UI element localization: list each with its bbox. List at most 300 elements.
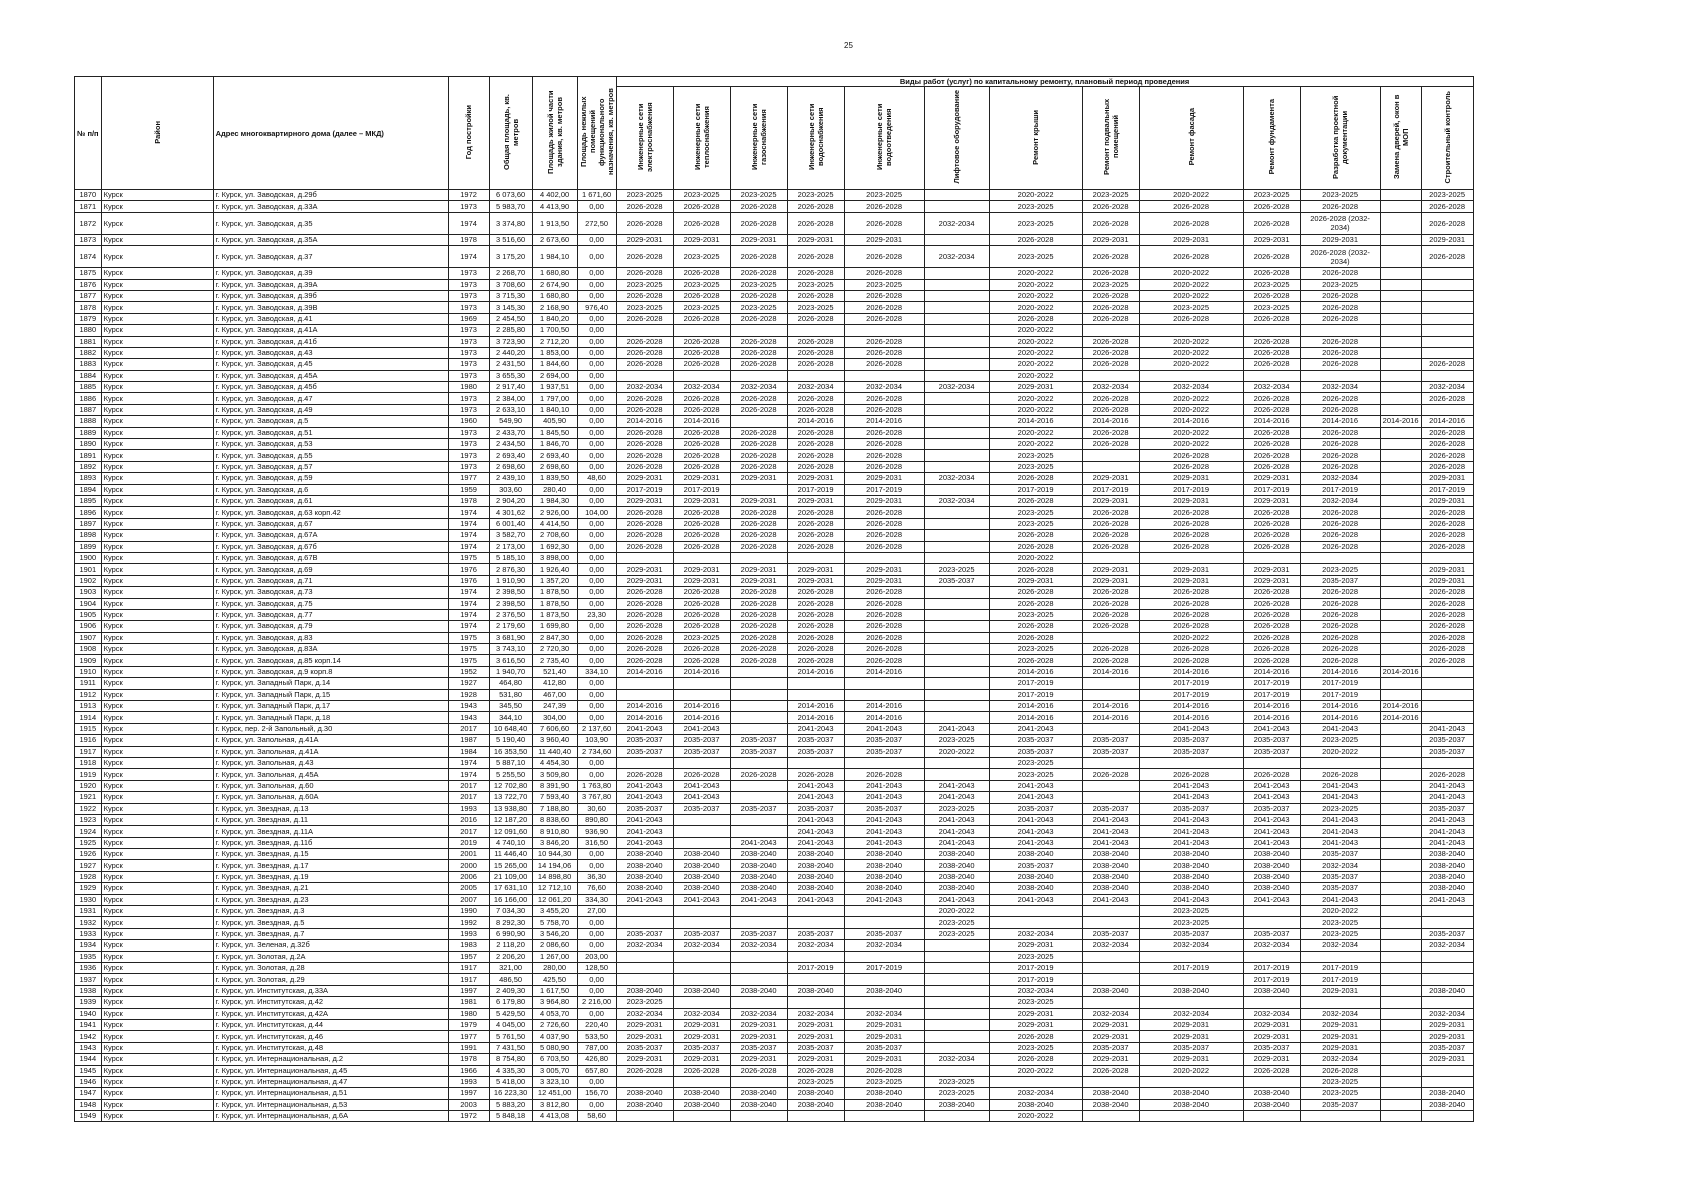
table-cell: 2026-2028 (1421, 655, 1473, 666)
table-cell: 533,50 (577, 1031, 616, 1042)
table-cell: 2020-2022 (989, 268, 1082, 279)
table-cell (924, 963, 989, 974)
table-cell (1380, 940, 1421, 951)
table-cell: 2026-2028 (844, 336, 924, 347)
table-cell: г. Курск, ул. Заводская, д.35А (213, 234, 448, 245)
table-cell (989, 917, 1082, 928)
table-cell: 2023-2025 (989, 212, 1082, 234)
table-cell (1380, 1019, 1421, 1030)
table-cell: 1957 (448, 951, 489, 962)
table-cell (1380, 757, 1421, 768)
table-cell: 1949 (75, 1111, 102, 1122)
table-cell: 2035-2037 (1139, 1042, 1243, 1053)
table-cell: 2041-2043 (1243, 780, 1300, 791)
table-cell (1082, 678, 1139, 689)
table-cell: 2026-2028 (1243, 769, 1300, 780)
table-cell: 2026-2028 (1139, 461, 1243, 472)
table-cell (787, 917, 844, 928)
table-row (75, 575, 1474, 586)
table-cell: 2014-2016 (673, 712, 730, 723)
table-cell: г. Курск, ул. Зеленая, д.32б (213, 940, 448, 951)
table-cell: 4 740,10 (489, 837, 532, 848)
table-cell: Курск (101, 757, 213, 768)
table-cell: 8 910,80 (532, 826, 577, 837)
table-cell (673, 689, 730, 700)
table-cell: 2026-2028 (673, 336, 730, 347)
table-cell: 2026-2028 (1421, 518, 1473, 529)
table-cell: 2026-2028 (844, 246, 924, 268)
table-cell: 2041-2043 (616, 826, 673, 837)
table-cell: 425,50 (532, 974, 577, 985)
table-cell (1380, 1031, 1421, 1042)
table-row (75, 1088, 1474, 1099)
table-cell: 2029-2031 (787, 495, 844, 506)
table-cell: 2026-2028 (1300, 609, 1380, 620)
table-cell: 2026-2028 (1421, 530, 1473, 541)
table-cell (844, 757, 924, 768)
table-cell: 2026-2028 (1082, 427, 1139, 438)
table-cell: 2026-2028 (616, 404, 673, 415)
table-cell: 2038-2040 (730, 871, 787, 882)
table-cell: 2041-2043 (1243, 826, 1300, 837)
table-row (75, 484, 1474, 495)
table-cell: 2026-2028 (730, 439, 787, 450)
table-cell: 2041-2043 (1243, 814, 1300, 825)
table-cell (730, 963, 787, 974)
table-row (75, 723, 1474, 734)
table-cell: 2035-2037 (787, 735, 844, 746)
table-cell: 2026-2028 (844, 507, 924, 518)
table-cell: 2023-2025 (844, 279, 924, 290)
table-cell: 2041-2043 (787, 826, 844, 837)
table-cell (1380, 678, 1421, 689)
table-cell: 2026-2028 (1300, 598, 1380, 609)
table-cell: 2026-2028 (1421, 246, 1473, 268)
table-cell: 2026-2028 (616, 644, 673, 655)
table-cell: 2038-2040 (989, 883, 1082, 894)
table-cell: 2 216,00 (577, 997, 616, 1008)
table-cell: 2 904,20 (489, 495, 532, 506)
table-cell: 2029-2031 (730, 575, 787, 586)
table-cell: 2041-2043 (924, 792, 989, 803)
table-cell (730, 552, 787, 563)
table-cell (844, 689, 924, 700)
table-cell: 272,50 (577, 212, 616, 234)
table-cell (1380, 997, 1421, 1008)
table-cell: 1917 (448, 974, 489, 985)
table-cell (1380, 803, 1421, 814)
table-cell: 1987 (448, 735, 489, 746)
table-cell: 4 037,90 (532, 1031, 577, 1042)
table-cell: 2038-2040 (1243, 1088, 1300, 1099)
table-cell: 6 001,40 (489, 518, 532, 529)
table-cell: 2023-2025 (1082, 190, 1139, 201)
table-cell (924, 712, 989, 723)
table-cell: 2032-2034 (924, 212, 989, 234)
table-cell: г. Курск, ул. Звездная, д.7 (213, 928, 448, 939)
table-cell: 2041-2043 (989, 792, 1082, 803)
table-cell: 2038-2040 (787, 1088, 844, 1099)
table-cell: 2026-2028 (673, 313, 730, 324)
table-cell: 2038-2040 (844, 849, 924, 860)
table-cell: 2020-2022 (1139, 268, 1243, 279)
table-cell: 3 175,20 (489, 246, 532, 268)
table-cell: 2017-2019 (989, 678, 1082, 689)
table-cell (1421, 325, 1473, 336)
table-cell: 1918 (75, 757, 102, 768)
table-cell: 2020-2022 (989, 552, 1082, 563)
table-cell: 2026-2028 (844, 621, 924, 632)
table-cell (1421, 997, 1473, 1008)
table-cell: 1973 (448, 279, 489, 290)
table-cell: Курск (101, 917, 213, 928)
table-cell: 2 268,70 (489, 268, 532, 279)
table-cell: 0,00 (577, 290, 616, 301)
table-row (75, 621, 1474, 632)
table-cell: 2014-2016 (1380, 666, 1421, 677)
table-cell: 2041-2043 (787, 814, 844, 825)
table-cell (1082, 461, 1139, 472)
table-cell: 2038-2040 (787, 1099, 844, 1110)
table-cell: 2026-2028 (844, 427, 924, 438)
table-cell: 2 118,20 (489, 940, 532, 951)
table-cell: 2026-2028 (1082, 609, 1139, 620)
table-cell: 1871 (75, 201, 102, 212)
table-cell: 2026-2028 (616, 212, 673, 234)
table-cell: Курск (101, 1065, 213, 1076)
table-cell: 1922 (75, 803, 102, 814)
table-cell: Курск (101, 792, 213, 803)
table-cell: 2026-2028 (787, 632, 844, 643)
table-cell (787, 951, 844, 962)
table-cell: 2014-2016 (1300, 416, 1380, 427)
table-cell: 1885 (75, 382, 102, 393)
table-cell: 1973 (448, 290, 489, 301)
table-cell (673, 906, 730, 917)
table-cell: 2038-2040 (1243, 1099, 1300, 1110)
table-cell: 2035-2037 (1421, 735, 1473, 746)
table-cell: 2026-2028 (673, 587, 730, 598)
table-cell (1243, 757, 1300, 768)
table-cell: 2026-2028 (1082, 268, 1139, 279)
table-row (75, 951, 1474, 962)
table-cell: 2023-2025 (989, 757, 1082, 768)
table-cell (616, 974, 673, 985)
table-cell: 2029-2031 (1421, 575, 1473, 586)
table-cell: 2026-2028 (616, 769, 673, 780)
table-cell (1380, 906, 1421, 917)
table-cell: 2038-2040 (924, 860, 989, 871)
table-cell: 2023-2025 (1300, 1076, 1380, 1087)
table-cell: 0,00 (577, 712, 616, 723)
table-cell: 2 431,50 (489, 359, 532, 370)
table-cell: 1974 (448, 587, 489, 598)
table-cell: 5 190,40 (489, 735, 532, 746)
table-cell: 2032-2034 (1300, 1008, 1380, 1019)
table-cell (844, 917, 924, 928)
table-cell (924, 336, 989, 347)
table-cell: 2014-2016 (989, 666, 1082, 677)
table-cell: 2038-2040 (1139, 1088, 1243, 1099)
table-cell: 2023-2025 (924, 803, 989, 814)
table-cell: 2026-2028 (1243, 621, 1300, 632)
table-cell: Курск (101, 883, 213, 894)
table-cell: г. Курск, ул. Заводская, д.41 (213, 313, 448, 324)
table-cell: 2026-2028 (616, 246, 673, 268)
table-cell: 2026-2028 (673, 347, 730, 358)
table-cell: 2017-2019 (1139, 689, 1243, 700)
table-cell: 2026-2028 (730, 450, 787, 461)
table-cell: 2 168,90 (532, 302, 577, 313)
table-cell: 2020-2022 (989, 439, 1082, 450)
table-cell: 1872 (75, 212, 102, 234)
table-cell: 2035-2037 (616, 1042, 673, 1053)
table-cell (673, 370, 730, 381)
table-row (75, 985, 1474, 996)
table-cell: 1952 (448, 666, 489, 677)
table-cell: 2026-2028 (1082, 201, 1139, 212)
table-cell: 2026-2028 (1300, 769, 1380, 780)
table-cell: 2020-2022 (989, 370, 1082, 381)
table-cell: 0,00 (577, 678, 616, 689)
table-cell (730, 757, 787, 768)
table-cell: 1997 (448, 1088, 489, 1099)
table-cell: 2026-2028 (1421, 598, 1473, 609)
table-cell: 2032-2034 (1082, 382, 1139, 393)
table-cell: 0,00 (577, 849, 616, 860)
table-cell: 1895 (75, 495, 102, 506)
table-cell: Курск (101, 678, 213, 689)
table-cell (730, 484, 787, 495)
table-cell (844, 906, 924, 917)
table-cell: 2026-2028 (844, 268, 924, 279)
table-cell (844, 1111, 924, 1122)
table-cell: 2032-2034 (616, 1008, 673, 1019)
table-cell: 2026-2028 (1139, 609, 1243, 620)
table-cell: 1 797,00 (532, 393, 577, 404)
table-cell: 1972 (448, 1111, 489, 1122)
table-cell: 2026-2028 (1082, 541, 1139, 552)
table-cell: г. Курск, ул. Западный Парк, д.15 (213, 689, 448, 700)
table-row (75, 837, 1474, 848)
table-cell: 2041-2043 (787, 792, 844, 803)
table-row (75, 701, 1474, 712)
table-cell: 1973 (448, 450, 489, 461)
table-cell: 2038-2040 (924, 883, 989, 894)
table-cell: 1973 (448, 370, 489, 381)
table-cell: 2041-2043 (924, 894, 989, 905)
table-cell (730, 678, 787, 689)
table-cell: 2032-2034 (924, 382, 989, 393)
table-cell: 2014-2016 (787, 666, 844, 677)
table-cell: 521,40 (532, 666, 577, 677)
table-cell: 531,80 (489, 689, 532, 700)
table-cell (1421, 1065, 1473, 1076)
table-cell (924, 461, 989, 472)
table-cell: 2017-2019 (1082, 484, 1139, 495)
col-heat: Инженерные сети теплоснабжения (673, 87, 730, 190)
table-cell: 2029-2031 (1082, 473, 1139, 484)
table-cell (1380, 246, 1421, 268)
table-cell: г. Курск, ул. Заводская, д.6 (213, 484, 448, 495)
table-cell: 1 839,50 (532, 473, 577, 484)
table-cell (1380, 792, 1421, 803)
table-cell: 2026-2028 (787, 769, 844, 780)
table-cell: 280,00 (532, 963, 577, 974)
table-cell: 2029-2031 (1300, 234, 1380, 245)
table-cell: 0,00 (577, 541, 616, 552)
table-cell: 2035-2037 (989, 803, 1082, 814)
table-cell: 2020-2022 (1300, 906, 1380, 917)
table-cell: 2026-2028 (673, 393, 730, 404)
table-row (75, 997, 1474, 1008)
table-cell: 2041-2043 (1243, 837, 1300, 848)
table-cell: 2035-2037 (1082, 928, 1139, 939)
table-cell: г. Курск, ул. Заводская, д.47 (213, 393, 448, 404)
table-cell: 2026-2028 (730, 359, 787, 370)
table-cell: 2023-2025 (730, 190, 787, 201)
table-cell: 2035-2037 (730, 746, 787, 757)
table-cell (730, 689, 787, 700)
table-cell: 2032-2034 (730, 1008, 787, 1019)
table-cell: 2026-2028 (1243, 439, 1300, 450)
table-cell (1300, 951, 1380, 962)
table-cell: 2014-2016 (673, 416, 730, 427)
table-cell (730, 792, 787, 803)
table-cell: 2 698,60 (489, 461, 532, 472)
table-cell: 2026-2028 (1421, 212, 1473, 234)
table-cell: 2026-2028 (673, 439, 730, 450)
table-cell (1421, 917, 1473, 928)
table-cell: 10 944,30 (532, 849, 577, 860)
table-cell: 2026-2028 (1243, 541, 1300, 552)
table-cell (787, 370, 844, 381)
table-cell: Курск (101, 837, 213, 848)
table-cell: 2041-2043 (989, 723, 1082, 734)
table-cell: г. Курск, ул. Золотая, д.29 (213, 974, 448, 985)
table-cell: 4 053,70 (532, 1008, 577, 1019)
table-cell: 2026-2028 (787, 507, 844, 518)
table-cell: 2032-2034 (1300, 495, 1380, 506)
table-cell: Курск (101, 427, 213, 438)
table-cell: 787,00 (577, 1042, 616, 1053)
table-cell: 2026-2028 (787, 621, 844, 632)
table-cell: 2038-2040 (989, 871, 1082, 882)
table-cell: 2041-2043 (989, 814, 1082, 825)
table-cell: 2 285,80 (489, 325, 532, 336)
table-cell: 2023-2025 (1082, 279, 1139, 290)
table-cell: 2023-2025 (787, 279, 844, 290)
table-row (75, 803, 1474, 814)
table-cell (1380, 450, 1421, 461)
table-cell: 3 582,70 (489, 530, 532, 541)
table-cell (1082, 370, 1139, 381)
table-cell: 2038-2040 (730, 1088, 787, 1099)
table-header (75, 77, 1474, 190)
table-row (75, 450, 1474, 461)
table-cell: 1 846,70 (532, 439, 577, 450)
table-cell: 2041-2043 (1300, 792, 1380, 803)
table-cell: г. Курск, ул. Запольная, д.60 (213, 780, 448, 791)
table-cell: 2026-2028 (1082, 404, 1139, 415)
table-cell: 2029-2031 (673, 1031, 730, 1042)
table-cell: 2041-2043 (1421, 723, 1473, 734)
table-cell: 2020-2022 (989, 336, 1082, 347)
table-cell: 2026-2028 (1082, 518, 1139, 529)
table-cell: 2026-2028 (1243, 609, 1300, 620)
table-cell (1380, 1111, 1421, 1122)
table-cell: 2041-2043 (616, 814, 673, 825)
table-cell: 2023-2025 (924, 917, 989, 928)
table-cell: 2017-2019 (1300, 963, 1380, 974)
table-cell: 2038-2040 (1082, 860, 1139, 871)
table-cell: 2032-2034 (1300, 1054, 1380, 1065)
table-row (75, 1008, 1474, 1019)
table-cell: 2035-2037 (1139, 735, 1243, 746)
table-cell: 2026-2028 (673, 404, 730, 415)
table-cell: 1973 (448, 302, 489, 313)
table-cell: 1879 (75, 313, 102, 324)
table-cell: 2038-2040 (1243, 883, 1300, 894)
table-cell: 2029-2031 (1300, 1042, 1380, 1053)
table-cell: г. Курск, ул. Институтская, д.42 (213, 997, 448, 1008)
table-cell (1421, 302, 1473, 313)
table-cell: 2029-2031 (1421, 495, 1473, 506)
table-cell: 2023-2025 (924, 928, 989, 939)
table-cell: 2017-2019 (1300, 678, 1380, 689)
table-cell (1082, 974, 1139, 985)
table-cell: 2029-2031 (1243, 1019, 1300, 1030)
table-cell (1421, 666, 1473, 677)
table-cell: г. Курск, ул. Заводская, д.39В (213, 302, 448, 313)
table-row (75, 279, 1474, 290)
table-cell: 2026-2028 (1243, 644, 1300, 655)
table-cell: 0,00 (577, 450, 616, 461)
table-cell: 5 758,70 (532, 917, 577, 928)
table-cell: 2023-2025 (787, 1076, 844, 1087)
table-cell (1380, 279, 1421, 290)
table-cell: 3 681,90 (489, 632, 532, 643)
table-cell: 2038-2040 (1082, 985, 1139, 996)
table-cell (924, 370, 989, 381)
table-cell: 2023-2025 (616, 302, 673, 313)
table-cell: 2041-2043 (1300, 826, 1380, 837)
table-cell: 657,80 (577, 1065, 616, 1076)
table-cell: г. Курск, ул. Заводская, д.9 корп.8 (213, 666, 448, 677)
table-cell (616, 370, 673, 381)
table-cell: 1929 (75, 883, 102, 894)
table-cell (730, 780, 787, 791)
table-cell (1380, 473, 1421, 484)
table-row (75, 382, 1474, 393)
table-cell: 2041-2043 (673, 723, 730, 734)
table-cell: 2029-2031 (1243, 1054, 1300, 1065)
table-cell: 1975 (448, 632, 489, 643)
table-cell: 2041-2043 (1139, 826, 1243, 837)
table-cell: 2020-2022 (989, 325, 1082, 336)
table-cell: 2023-2025 (1139, 906, 1243, 917)
table-cell: 2029-2031 (616, 564, 673, 575)
table-cell: 2041-2043 (844, 894, 924, 905)
table-cell: 27,00 (577, 906, 616, 917)
table-cell: 12 187,20 (489, 814, 532, 825)
table-cell (924, 268, 989, 279)
table-cell: 1 844,60 (532, 359, 577, 370)
table-cell: 2041-2043 (787, 780, 844, 791)
table-cell: 1 699,80 (532, 621, 577, 632)
table-row (75, 963, 1474, 974)
col-foundation: Ремонт фундамента (1243, 87, 1300, 190)
